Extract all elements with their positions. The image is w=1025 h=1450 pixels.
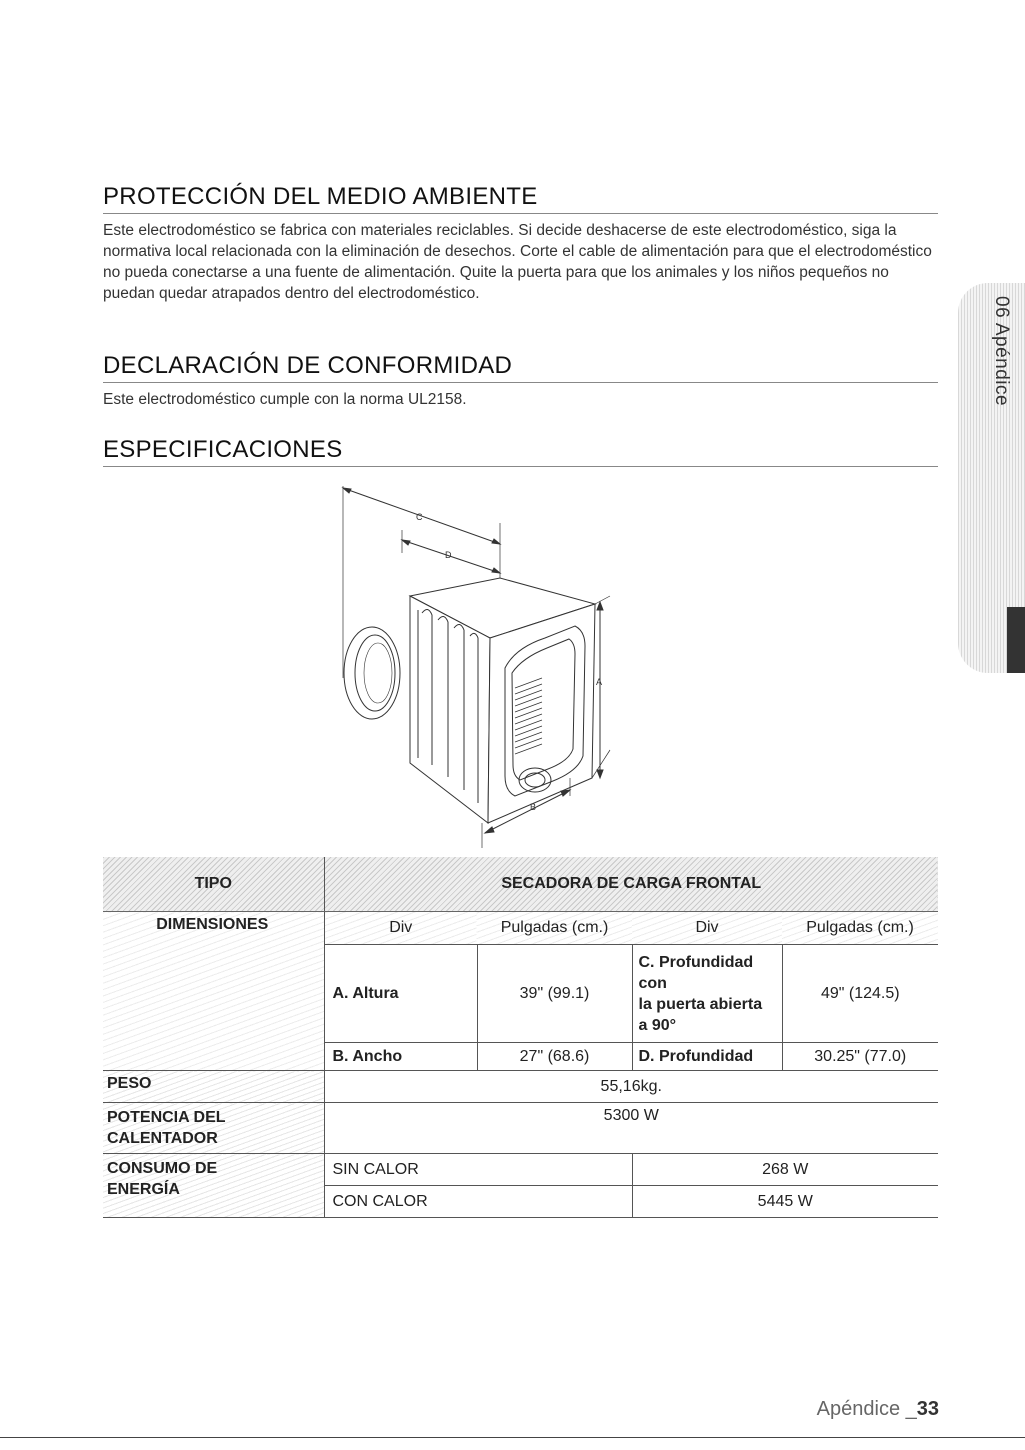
heater-label-line2: CALENTADOR: [107, 1130, 218, 1147]
page-footer: [817, 1398, 939, 1421]
label-d: D: [445, 550, 452, 560]
conformity-text: Este electrodoméstico cumple con la norma UL2158.: [103, 391, 467, 408]
no-heat-label: SIN CALOR: [324, 1154, 632, 1186]
dryer-illustration: [330, 478, 630, 850]
heater-value: 5300 W: [324, 1103, 938, 1154]
bottom-rule: [0, 1437, 1025, 1438]
specifications-table: [103, 857, 938, 1218]
environment-text: Este electrodoméstico se fabrica con materiales reciclables. Si decide deshacerse de este electrodoméstico, siga la normativa local relacionada con la eliminación de desechos. Corte el cable de alimentación para que el electrodoméstico no pueda conectarse a una fuente de alimentación. Quite la puerta para que los animales y los niños pequeños no puedan quedar atrapados dentro del electrodoméstico.: [103, 222, 932, 302]
weight-label: PESO: [103, 1071, 324, 1103]
energy-label-line2: ENERGÍA: [107, 1181, 180, 1198]
header-type: TIPO: [103, 857, 324, 912]
heat-value: 5445 W: [632, 1186, 938, 1218]
heater-label: [103, 1103, 324, 1154]
conformity-title: DECLARACIÓN DE CONFORMIDAD: [103, 352, 938, 383]
footer-text: Apéndice _: [816, 1398, 917, 1420]
specs-section: [103, 436, 938, 467]
chapter-tab-marker: [1007, 607, 1025, 673]
width-label: B. Ancho: [324, 1043, 477, 1071]
chapter-tab-label: 06 Apéndice: [991, 296, 1012, 407]
dimensions-label: DIMENSIONES: [103, 912, 324, 1071]
environment-section: [103, 183, 938, 304]
heater-row: [103, 1103, 938, 1154]
label-b: B: [530, 802, 537, 812]
height-value: 39" (99.1): [477, 945, 632, 1043]
label-c: C: [416, 512, 423, 522]
depth-label: D. Profundidad: [632, 1043, 782, 1071]
col-inch-1: Pulgadas (cm.): [477, 912, 632, 945]
no-heat-value: 268 W: [632, 1154, 938, 1186]
energy-row-no-heat: [103, 1154, 938, 1186]
depth-open-label-line1: C. Profundidad: [638, 953, 754, 971]
weight-row: [103, 1071, 938, 1103]
heat-label: CON CALOR: [324, 1186, 632, 1218]
energy-label-line1: CONSUMO DE: [107, 1160, 218, 1177]
specs-title: ESPECIFICACIONES: [103, 436, 938, 467]
conformity-section: [103, 352, 938, 410]
dimensions-subheader-row: [103, 912, 938, 945]
depth-open-label: [632, 945, 782, 1043]
page-number: 33: [916, 1398, 939, 1420]
energy-label: [103, 1154, 324, 1218]
header-model: SECADORA DE CARGA FRONTAL: [324, 857, 938, 912]
depth-value: 30.25" (77.0): [782, 1043, 938, 1071]
width-value: 27" (68.6): [477, 1043, 632, 1071]
depth-open-value: 49" (124.5): [782, 945, 938, 1043]
height-label: A. Altura: [324, 945, 477, 1043]
col-div-2: Div: [632, 912, 782, 945]
depth-open-label-line2: con: [638, 974, 667, 992]
label-a: A: [596, 677, 603, 687]
weight-value: 55,16kg.: [324, 1071, 938, 1103]
heater-label-line1: POTENCIA DEL: [107, 1109, 226, 1126]
col-div-1: Div: [324, 912, 477, 945]
depth-open-label-line3: la puerta abierta: [638, 995, 763, 1013]
depth-open-label-line4: a 90°: [638, 1016, 677, 1034]
col-inch-2: Pulgadas (cm.): [782, 912, 938, 945]
dryer-dimension-figure: [330, 478, 630, 850]
table-header-row: [103, 857, 938, 912]
environment-title: PROTECCIÓN DEL MEDIO AMBIENTE: [103, 183, 938, 214]
